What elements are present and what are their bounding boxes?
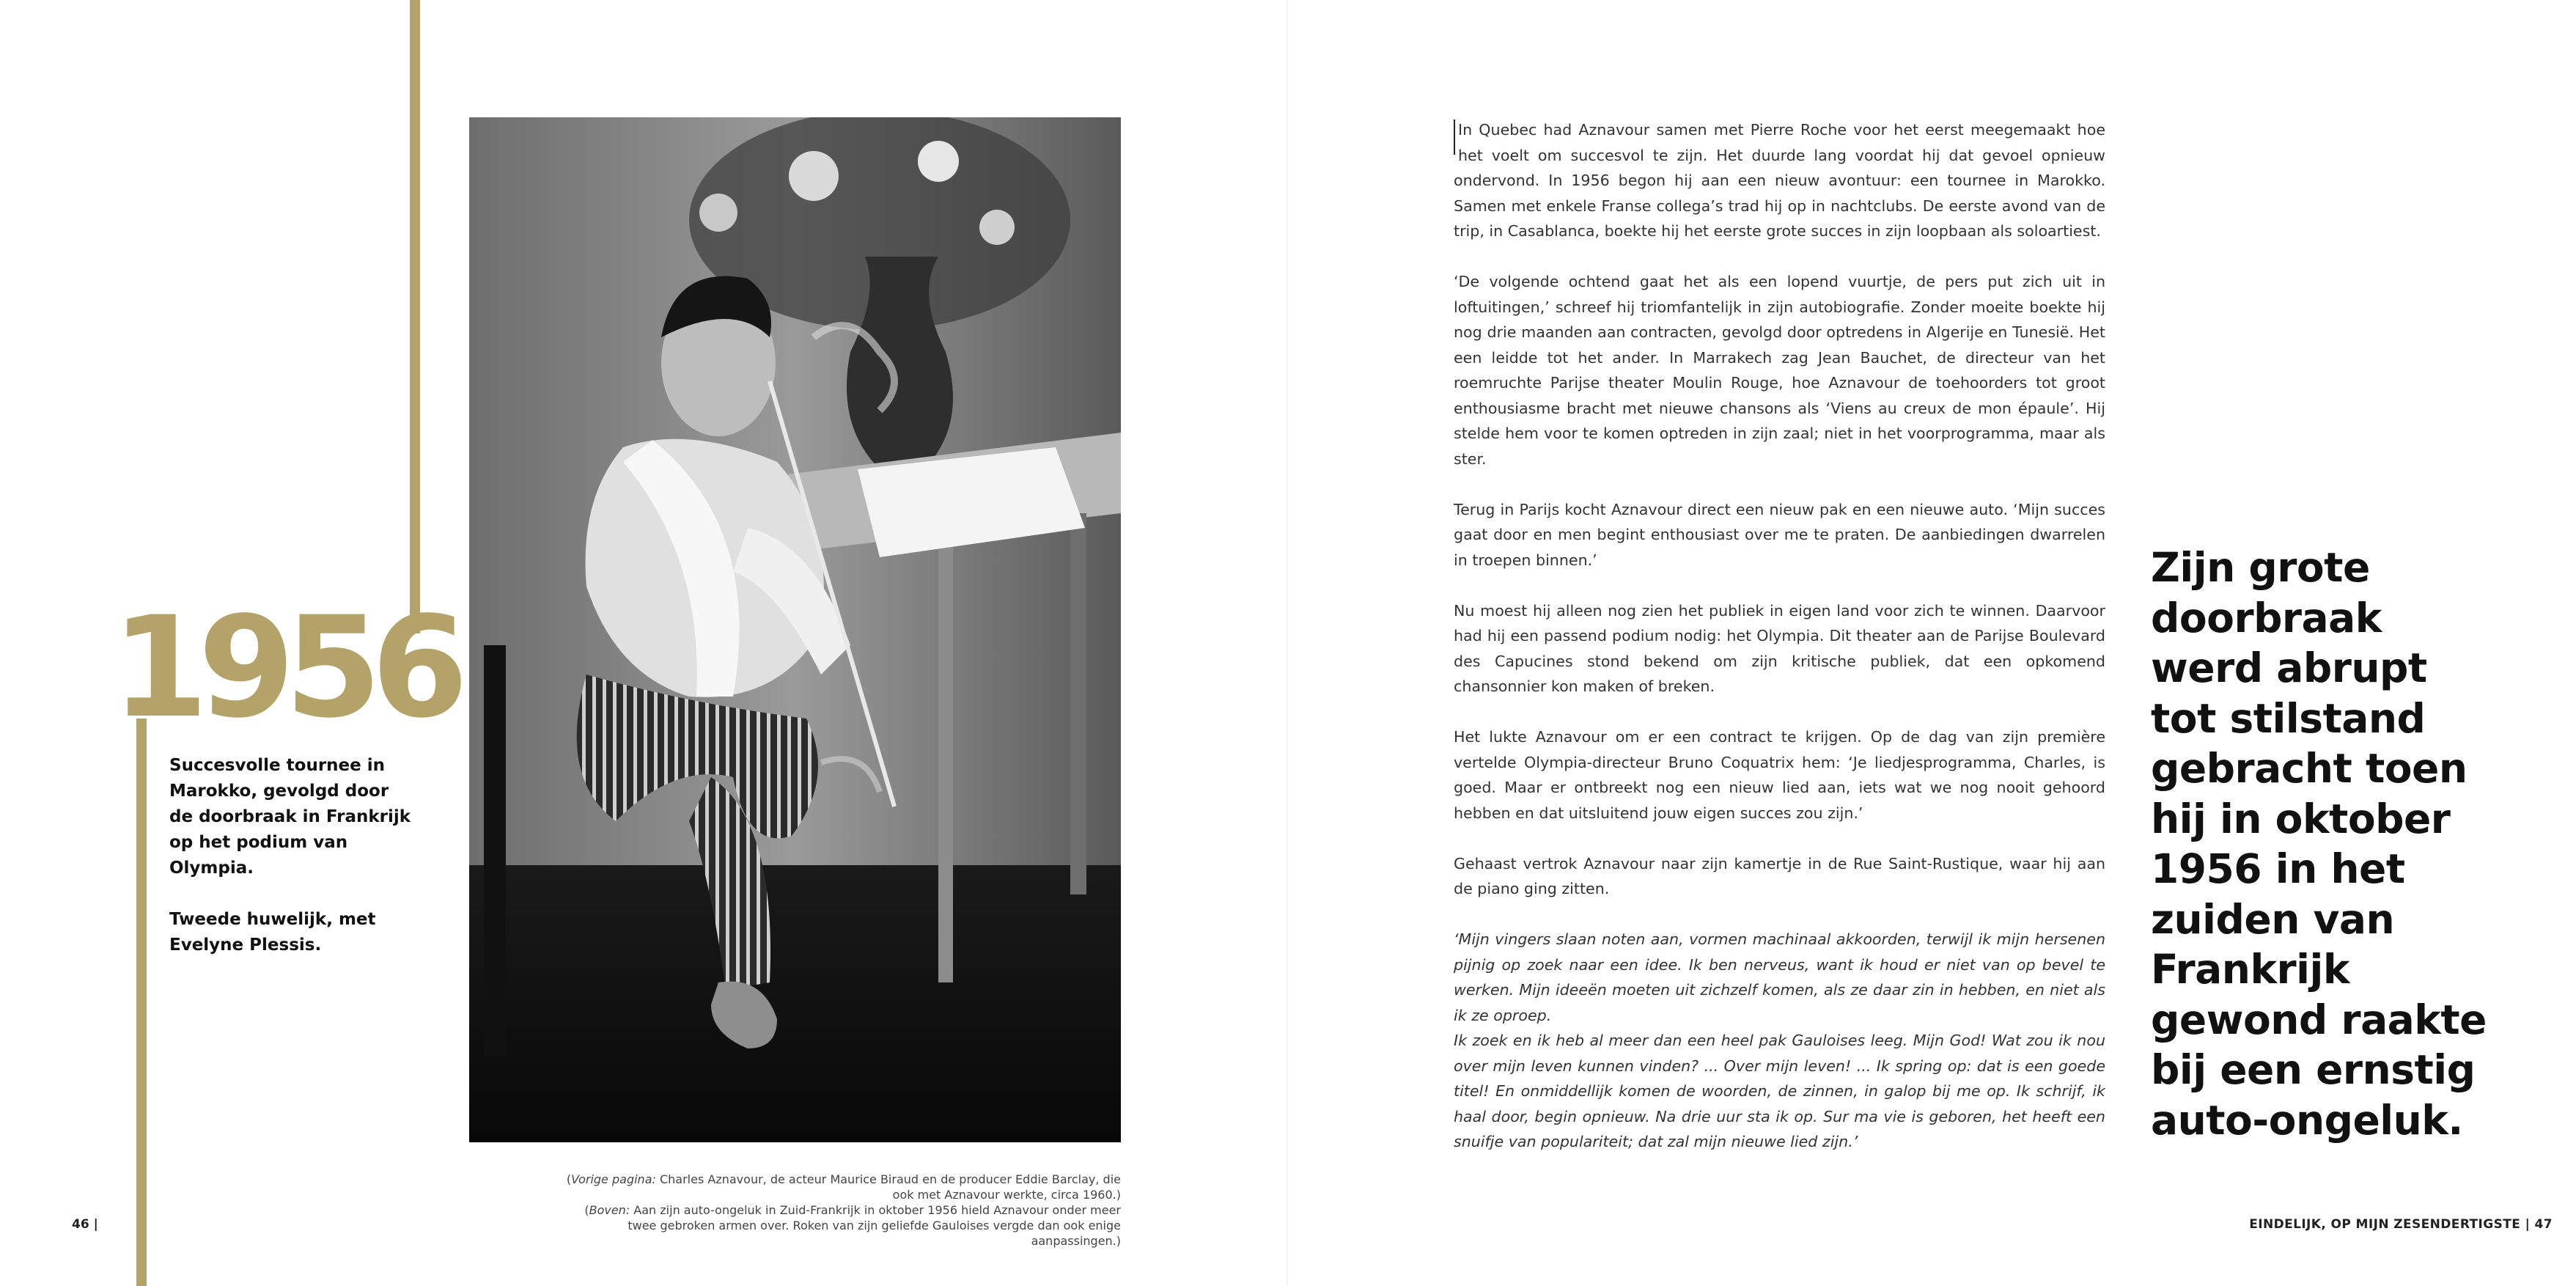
paragraph: Het lukte Aznavour om er een contract te krijgen. Op de dag van zijn première vertelde Olympia-directeur Bruno Coquatrix hem: ‘Je liedjesprogramma, Charles, is goed. Maar er ontbreekt nog een nieuw lied aan, iets wat we nog nooit gehoord hebben en dat uitsluitend jouw eigen succes zou zijn.’ — [1454, 728, 2105, 822]
paragraph: ‘De volgende ochtend gaat het als een lopend vuurtje, de pers put zich uit in loftuitingen,’ schreef hij triomfantelijk in zijn autobiografie. Zonder moeite boekte hij nog drie maanden aan contracten, gevolgd door optredens in Algerije en Tunesië. Het een leidde tot het ander. In Marrakech zag Jean Bauchet, de directeur van het roemruchte Parijse theater Moulin Rouge, hoe Aznavour de toehoorders tot groot enthousiasme bracht met nieuwe chansons als ‘Viens au creux de mon épaule’. Hij stelde hem voor te komen optreden in zijn zaal; niet in het voorprogramma, maar als ster. — [1454, 273, 2105, 468]
paragraph: Gehaast vertrok Aznavour naar zijn kamertje in de Rue Saint-Rustique, waar hij aan de piano ging zitten. — [1454, 854, 2105, 897]
summary-item: Succesvolle tournee in Marokko, gevolgd door de doorbraak in Frankrijk op het podium van Olympia. — [169, 756, 411, 878]
photo-aznavour-smoking — [469, 117, 1121, 1142]
paragraph: Nu moest hij alleen nog zien het publiek in eigen land voor zich te winnen. Daarvoor had hij een passend podium nodig: het Olympia. Dit theater aan de Parijse Boulevard des Capucines stond bekend om zijn kritische publiek, dat een opkomend chansonnier kon maken of breken. — [1454, 601, 2105, 695]
caption-above: (Boven: Aan zijn auto-ongeluk in Zuid-Frankrijk in oktober 1956 hield Aznavour onder meer twee gebroken armen over. Roken van zijn geliefde Gauloises vergde dan ook enige aanpassingen.) — [584, 1203, 1121, 1248]
caption-label: Boven: — [589, 1203, 630, 1217]
photo-caption — [557, 1172, 1121, 1249]
caption-text: Aan zijn auto-ongeluk in Zuid-Frankrijk in oktober 1956 hield Aznavour onder meer twee gebroken armen over. Roken van zijn geliefde Gauloises vergde dan ook enige aanpassingen.) — [628, 1203, 1121, 1248]
timeline-bar-top — [410, 0, 420, 633]
caption-previous: (Vorige pagina: Charles Aznavour, de acteur Maurice Biraud en de producer Eddie Barclay, die ook met Aznavour werkte, circa 1960.) — [566, 1172, 1121, 1202]
paragraph: Terug in Parijs kocht Aznavour direct een nieuw pak en een nieuwe auto. ‘Mijn succes gaat door en men begint enthousiast over me te praten. De aanbiedingen dwarrelen in troepen binnen.’ — [1454, 500, 2105, 569]
page-number-left: 46 | — [72, 1217, 98, 1232]
caption-label: Vorige pagina: — [571, 1172, 656, 1186]
page-number-right: | 47 — [2525, 1217, 2553, 1232]
pull-quote: Zijn grote doorbraak werd abrupt tot stilstand gebracht toen hij in oktober 1956 in het zuiden van Frankrijk gewond raakte bij een ernstig auto-ongeluk. — [2151, 544, 2487, 1144]
quote-paragraph: Ik zoek en ik heb al meer dan een heel pak Gauloises leeg. Mijn God! Wat zou ik nou over mijn leven kunnen vinden? ... Over mijn leven! ... Ik spring op: dat is een goede titel! En onmiddellijk komen de woorden, de zinnen, in galop bij me op. Ik schrijf, ik haal door, begin opnieuw. Na drie uur sta ik op. Sur ma vie is geboren, het heeft een snuifje van populariteit; dat zal mijn nieuwe lied zijn.’ — [1454, 1032, 2105, 1150]
paragraph: In Quebec had Aznavour samen met Pierre Roche voor het eerst meegemaakt hoe het voelt om succesvol te zijn. Het duurde lang voordat hij dat gevoel opnieuw ondervond. In 1956 begon hij aan een nieuw avontuur: een tournee in Marokko. Samen met enkele Franse collega’s trad hij op in nachtclubs. De eerste avond van de trip, in Casablanca, boekte hij het eerste grote succes in zijn loopbaan als soloartiest. — [1454, 117, 2105, 244]
year-summary — [169, 753, 411, 984]
running-head: EINDELIJK, OP MIJN ZESENDERTIGSTE — [2249, 1217, 2521, 1232]
quote-paragraph: ‘Mijn vingers slaan noten aan, vormen machinaal akkoorden, terwijl ik mijn hersenen pijnig op zoek naar een idee. Ik ben nerveus, want ik houd er niet van op bevel te werken. Mijn ideeën moeten uit zichzelf komen, als ze daar zin in hebben, en niet als ik ze oproep. — [1454, 930, 2105, 1024]
running-footer — [2249, 1217, 2553, 1232]
photo-illustration — [469, 117, 1121, 1142]
timeline-bar-bottom — [136, 719, 147, 1286]
right-page — [1288, 0, 2576, 1286]
year-heading: 1956 — [111, 587, 458, 749]
summary-item: Tweede huwelijk, met Evelyne Plessis. — [169, 910, 376, 955]
article-body — [1454, 117, 2105, 1155]
caption-text: Charles Aznavour, de acteur Maurice Biraud en de producer Eddie Barclay, die ook met Aznavour werkte, circa 1960.) — [659, 1172, 1121, 1202]
